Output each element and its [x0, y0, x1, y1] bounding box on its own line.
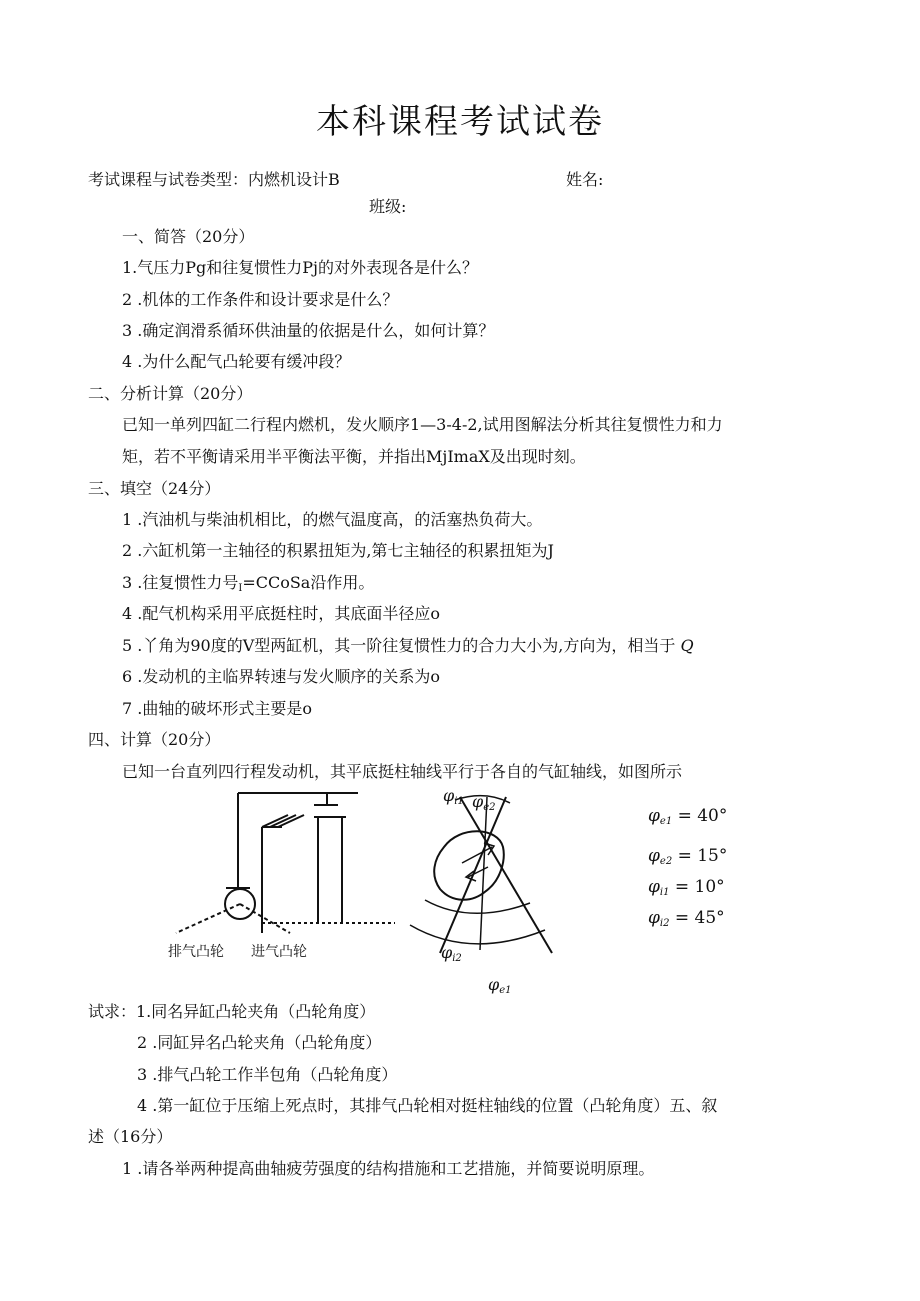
student-name-label: 姓名:: [566, 170, 604, 189]
phi-i1-value: $\varphi_{i1} = 10^\circ$: [648, 877, 725, 898]
section1-heading: 一、简答（20分）: [122, 227, 255, 246]
task-4: 4 .第一缸位于压缩上死点时，其排气凸轮相对挺柱轴线的位置（凸轮角度）五、叙: [137, 1096, 718, 1115]
section5-question-1: 1 .请各举两种提高曲轴疲劳强度的结构措施和工艺措施，并简要说明原理。: [122, 1159, 655, 1178]
task-2: 2 .同缸异名凸轮夹角（凸轮角度）: [137, 1033, 382, 1052]
section2-text-line-1: 已知一单列四缸二行程内燃机，发火顺序1—3-4-2,试用图解法分析其往复惯性力和力: [122, 415, 723, 434]
section4-heading: 四、计算（20分）: [88, 730, 221, 749]
section2-text-line-2: 矩，若不平衡请采用半平衡法平衡，并指出MjImaX及出现时刻。: [122, 447, 586, 466]
class-label: 班级:: [369, 197, 407, 216]
section3-heading: 三、填空（24分）: [88, 479, 221, 498]
cam-diagram: [0, 785, 920, 1005]
section5-heading: 述（16分）: [88, 1127, 173, 1146]
section1-question-4: 4 .为什么配气凸轮要有缓冲段？: [122, 352, 351, 371]
exam-title: 本科课程考试试卷: [316, 102, 604, 142]
section3-question-1: 1 .汽油机与柴油机相比，的燃气温度高，的活塞热负荷大。: [122, 510, 543, 529]
section1-question-2: 2 .机体的工作条件和设计要求是什么？: [122, 290, 399, 309]
phi-i2-value: $\varphi_{i2} = 45^\circ$: [648, 908, 725, 929]
exhaust-cam-label: 排气凸轮: [168, 944, 224, 960]
section3-question-3: 3 .往复惯性力号$_I$=CCoSa沿作用。: [122, 573, 375, 594]
phi-e1-label: $\varphi_{e1}$: [488, 975, 512, 996]
section4-intro: 已知一台直列四行程发动机，其平底挺柱轴线平行于各自的气缸轴线，如图所示: [122, 762, 683, 781]
section3-question-2: 2 .六缸机第一主轴径的积累扭矩为,第七主轴径的积累扭矩为J: [122, 541, 554, 560]
phi-i1-label: $\varphi_{i1}$: [443, 786, 464, 807]
section3-question-7: 7 .曲轴的破坏形式主要是o: [122, 699, 312, 718]
course-type-label: 考试课程与试卷类型：内燃机设计B: [88, 170, 340, 189]
camshaft-mechanism: [176, 793, 395, 933]
section2-heading: 二、分析计算（20分）: [88, 384, 253, 403]
section1-question-1: 1.气压力Pg和往复惯性力Pj的对外表现各是什么？: [122, 258, 479, 277]
phi-e2-label: $\varphi_{e2}$: [472, 792, 496, 813]
phi-e2-value: $\varphi_{e2} = 15^\circ$: [648, 846, 728, 867]
section3-question-4: 4 .配气机构采用平底挺柱时，其底面半径应o: [122, 604, 440, 623]
task-3: 3 .排气凸轮工作半包角（凸轮角度）: [137, 1065, 398, 1084]
section1-question-3: 3 .确定润滑系循环供油量的依据是什么，如何计算？: [122, 321, 495, 340]
section3-question-6: 6 .发动机的主临界转速与发火顺序的关系为o: [122, 667, 440, 686]
phi-i2-label: $\varphi_{i2}$: [441, 943, 462, 964]
section3-question-5: 5 .丫角为90度的V型两缸机，其一阶往复惯性力的合力大小为,方向为，相当于 Q: [122, 636, 694, 655]
intake-cam-label: 进气凸轮: [251, 944, 307, 960]
phi-e1-value: $\varphi_{e1} = 40^\circ$: [648, 806, 728, 827]
cam-profile-diagram: [410, 796, 552, 953]
task-1: 试求：1.同名异缸凸轮夹角（凸轮角度）: [88, 1002, 376, 1021]
